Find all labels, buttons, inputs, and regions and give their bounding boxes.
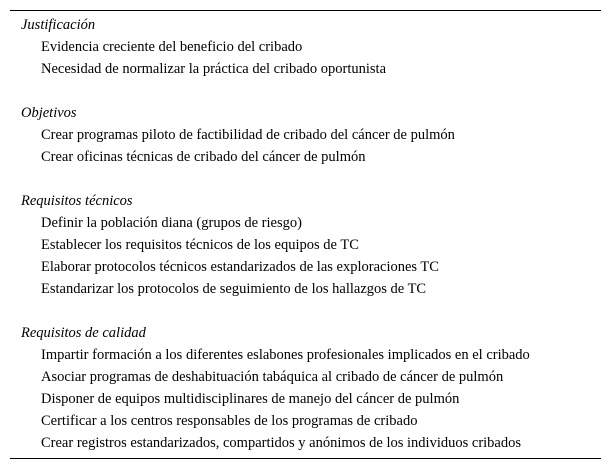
list-item: Asociar programas de deshabituación tabáquica al cribado de cáncer de pulmón [41,369,504,385]
section-heading: Justificación [21,17,96,33]
list-item: Crear oficinas técnicas de cribado del cáncer de pulmón [41,149,366,165]
requirements-table [10,10,601,459]
section-objetivos [10,102,601,168]
list-item: Estandarizar los protocolos de seguimiento de los hallazgos de TC [41,281,427,297]
section-requisitos-calidad [10,322,601,454]
list-item: Evidencia creciente del beneficio del cribado [41,39,303,55]
list-item: Necesidad de normalizar la práctica del cribado oportunista [41,61,387,77]
section-heading: Requisitos técnicos [21,193,133,209]
section-heading: Requisitos de calidad [21,325,146,341]
list-item: Establecer los requisitos técnicos de los equipos de TC [41,237,359,253]
list-item: Disponer de equipos multidisciplinares de manejo del cáncer de pulmón [41,391,460,407]
list-item: Impartir formación a los diferentes eslabones profesionales implicados en el cribado [41,347,530,363]
list-item: Crear programas piloto de factibilidad de cribado del cáncer de pulmón [41,127,455,143]
section-justificacion [10,14,601,80]
list-item: Elaborar protocolos técnicos estandarizados de las exploraciones TC [41,259,439,275]
list-item: Crear registros estandarizados, compartidos y anónimos de los individuos cribados [41,435,522,451]
section-requisitos-tecnicos [10,190,601,300]
section-heading: Objetivos [21,105,77,121]
list-item: Definir la población diana (grupos de riesgo) [41,215,302,231]
list-item: Certificar a los centros responsables de los programas de cribado [41,413,418,429]
